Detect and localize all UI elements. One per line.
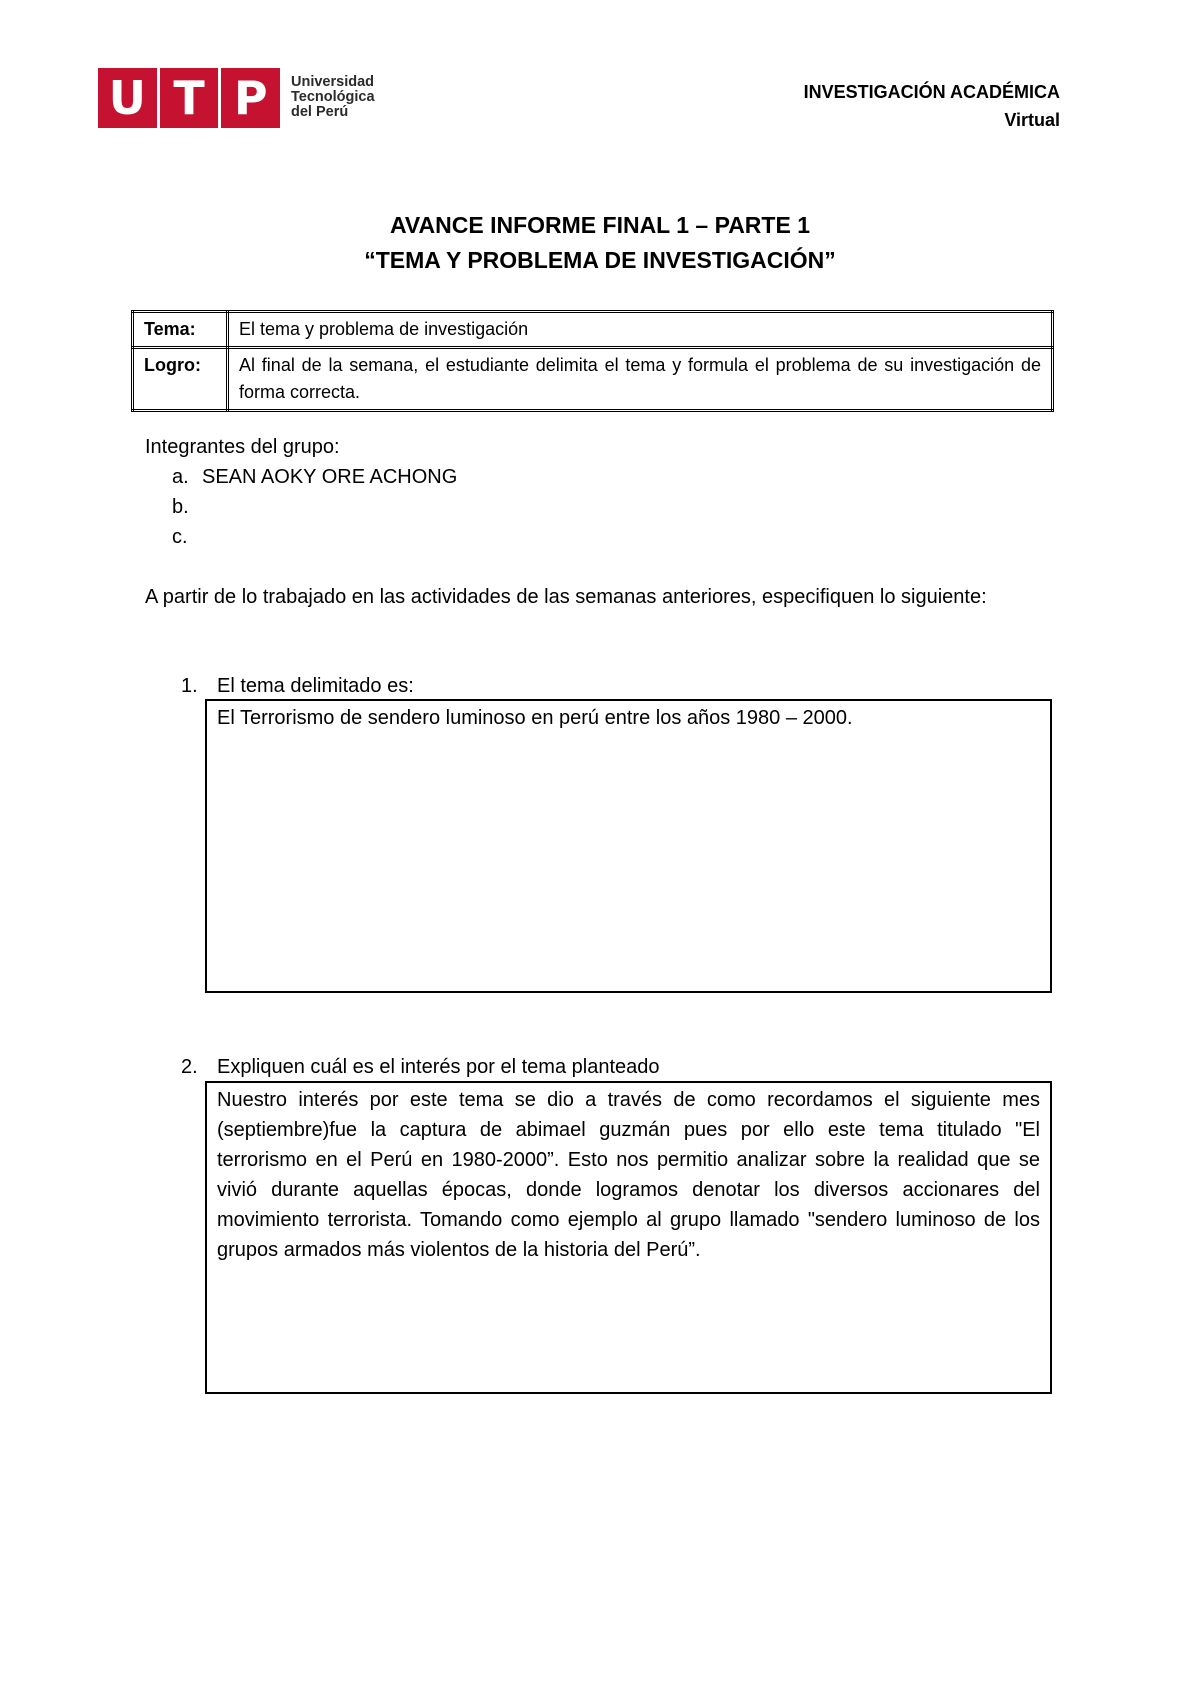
member-letter: c. [172, 526, 188, 548]
logo-letter-t: T [157, 68, 219, 128]
title-line-2: “TEMA Y PROBLEMA DE INVESTIGACIÓN” [364, 247, 836, 273]
member-letter: b. [172, 496, 189, 518]
instructions-paragraph: A partir de lo trabajado en las actividades de las semanas anteriores, especifiquen lo siguiente: [145, 586, 987, 608]
member-name: SEAN AOKY ORE ACHONG [202, 466, 458, 488]
logo-text-line: Universidad [291, 74, 374, 90]
question-2 [181, 1052, 660, 1082]
header-course-info [804, 78, 1060, 134]
logo-letter-p: P [218, 68, 280, 128]
title-line-1: AVANCE INFORME FINAL 1 – PARTE 1 [389, 212, 810, 238]
logro-label: Logro: [133, 348, 228, 411]
question-number: 1. [181, 675, 198, 697]
course-mode: Virtual [1004, 110, 1060, 130]
list-item [145, 522, 457, 552]
group-members [145, 432, 457, 552]
logo-text-line: del Perú [291, 104, 349, 120]
table-row [133, 312, 1053, 348]
logo-letter-u: U [98, 68, 157, 128]
answer-box-2: Nuestro interés por este tema se dio a través de como recordamos el siguiente mes (septiembre)fue la captura de abimael guzmán pues por ello este tema titulado "El terrorismo en el Perú en 1980-2000”. Esto nos permitio analizar sobre la realidad que se vivió durante aquellas épocas, donde logramos denotar los diversos accionares del movimiento terrorista. Tomando como ejemplo al grupo llamado "sendero luminoso de los grupos armados más violentos de la historia del Perú”. [205, 1081, 1052, 1394]
answer-box-1: El Terrorismo de sendero luminoso en perú entre los años 1980 – 2000. [205, 699, 1052, 993]
utp-logo-mark [98, 68, 280, 128]
logro-value: Al final de la semana, el estudiante delimita el tema y formula el problema de su investigación de forma correcta. [228, 348, 1053, 411]
list-item [145, 492, 457, 522]
document-title [0, 208, 1200, 278]
logo-wordmark [291, 75, 375, 120]
table-row [133, 348, 1053, 411]
tema-label: Tema: [133, 312, 228, 348]
question-prompt: El tema delimitado es: [217, 675, 414, 697]
course-name: INVESTIGACIÓN ACADÉMICA [803, 82, 1060, 102]
question-prompt: Expliquen cuál es el interés por el tema planteado [217, 1056, 660, 1078]
group-label: Integrantes del grupo: [145, 436, 340, 458]
question-number: 2. [181, 1056, 198, 1078]
member-letter: a. [172, 466, 189, 488]
question-1 [181, 671, 414, 701]
topic-info-table [131, 310, 1054, 412]
logo-text-line: Tecnológica [291, 89, 375, 105]
utp-logo [98, 68, 375, 128]
list-item [145, 462, 457, 492]
tema-value: El tema y problema de investigación [228, 312, 1053, 348]
